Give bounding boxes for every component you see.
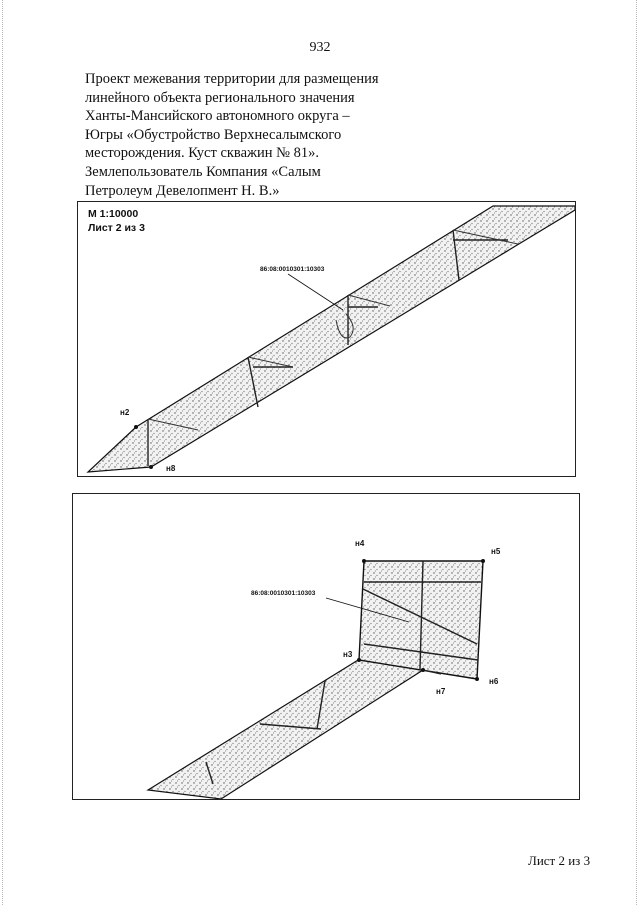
- map-sheet-label: Лист 2 из 3: [88, 222, 145, 234]
- point-label-n3: н3: [343, 650, 353, 659]
- point-label-n5: н5: [491, 547, 501, 556]
- title-line-6: Землепользователь Компания «Салым: [85, 163, 321, 180]
- point-label-n2: н2: [120, 408, 130, 417]
- map-scale: М 1:10000: [88, 208, 139, 220]
- point-label-n7: н7: [436, 687, 446, 696]
- title-line-1: Проект межевания территории для размещения: [85, 71, 379, 87]
- point-n8-marker: [149, 465, 153, 469]
- point-label-n4: н4: [355, 539, 365, 548]
- point-label-n6: н6: [489, 677, 499, 686]
- title-line-4: Югры «Обустройство Верхнесалымского: [85, 126, 342, 143]
- parcel-label-top: 86:08:0010301:10303: [260, 266, 325, 273]
- map-sheet-top: [77, 201, 576, 477]
- map-top-drawing: [78, 202, 575, 476]
- parcel-label-bottom: 86:08:0010301:10303: [251, 590, 316, 597]
- point-label-n8: н8: [166, 464, 176, 473]
- title-line-5: месторождения. Куст скважин № 81».: [85, 145, 320, 162]
- map-sheet-bottom: [72, 493, 580, 800]
- point-n2-marker: [134, 425, 138, 429]
- title-line-3: Ханты-Мансийского автономного округа –: [85, 108, 350, 125]
- corridor-strip: [88, 206, 575, 472]
- sheet-footer: Лист 2 из 3: [528, 853, 591, 868]
- corridor-strip-bottom: [148, 657, 423, 799]
- title-line-7: Петролеум Девелопмент Н. В.»: [85, 182, 280, 199]
- document-title: [85, 70, 425, 200]
- title-line-2: линейного объекта регионального значения: [85, 89, 355, 106]
- page-number: 932: [309, 40, 331, 55]
- map-bottom-drawing: [73, 494, 579, 799]
- scale-legend: [88, 207, 145, 235]
- scan-edge-right: [636, 0, 638, 905]
- scan-edge-left: [2, 0, 4, 905]
